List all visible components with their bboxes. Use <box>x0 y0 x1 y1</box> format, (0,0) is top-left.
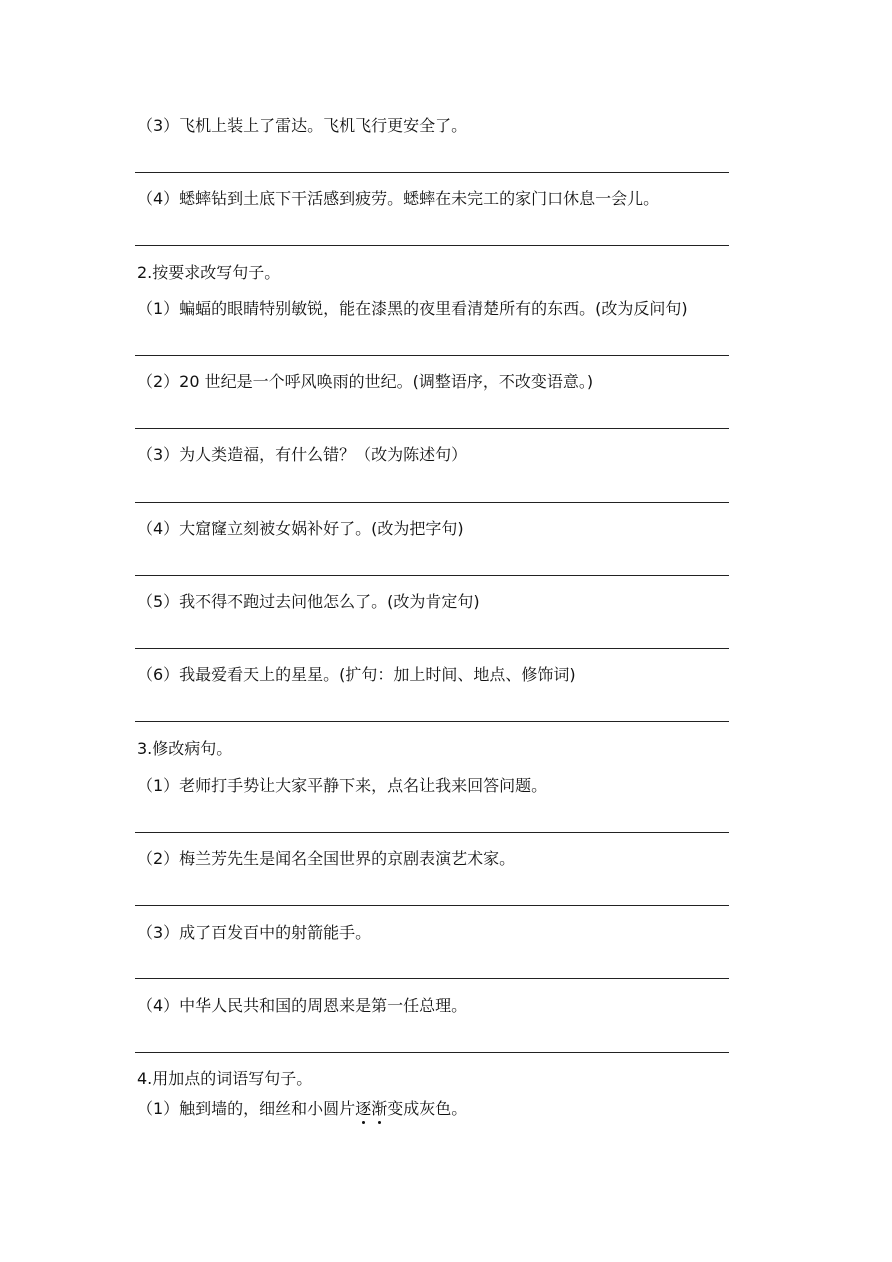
question-4-1 <box>137 1099 467 1119</box>
answer-line[interactable] <box>135 721 729 722</box>
question-3-1: （1）老师打手势让大家平静下来，点名让我来回答问题。 <box>137 776 548 795</box>
question-4-1-before: （1）触到墙的，细丝和小圆片 <box>137 1099 356 1118</box>
question-2-5: （5）我不得不跑过去问他怎么了。(改为肯定句) <box>137 592 480 611</box>
question-3-2: （2）梅兰芳先生是闻名全国世界的京剧表演艺术家。 <box>137 849 516 868</box>
answer-line[interactable] <box>135 905 729 906</box>
answer-line[interactable] <box>135 428 729 429</box>
answer-line[interactable] <box>135 575 729 576</box>
answer-line[interactable] <box>135 648 729 649</box>
emphasis-dot-char: 渐 <box>371 1099 388 1118</box>
emphasis-dot-char: 逐 <box>355 1099 372 1118</box>
question-4-1-after: 变成灰色。 <box>387 1099 468 1118</box>
question-2-4: （4）大窟窿立刻被女娲补好了。(改为把字句) <box>137 519 464 538</box>
answer-line[interactable] <box>135 172 729 173</box>
answer-line[interactable] <box>135 978 729 979</box>
section-heading-4: 4.用加点的词语写句子。 <box>137 1069 313 1088</box>
answer-line[interactable] <box>135 832 729 833</box>
answer-line[interactable] <box>135 245 729 246</box>
question-3-4b: （4）中华人民共和国的周恩来是第一任总理。 <box>137 996 468 1015</box>
question-2-1: （1）蝙蝠的眼睛特别敏锐，能在漆黑的夜里看清楚所有的东西。(改为反问句) <box>137 299 688 318</box>
question-2-3: （3）为人类造福，有什么错？（改为陈述句） <box>137 445 468 464</box>
question-3-4: （4）蟋蟀钻到土底下干活感到疲劳。蟋蟀在未完工的家门口休息一会儿。 <box>137 189 660 208</box>
section-heading-2: 2.按要求改写句子。 <box>137 263 281 282</box>
section-heading-3: 3.修改病句。 <box>137 739 233 758</box>
answer-line[interactable] <box>135 1052 729 1053</box>
question-2-2: （2）20 世纪是一个呼风唤雨的世纪。(调整语序，不改变语意。) <box>137 372 594 391</box>
answer-line[interactable] <box>135 355 729 356</box>
question-3-3b: （3）成了百发百中的射箭能手。 <box>137 923 372 942</box>
question-2-6: （6）我最爱看天上的星星。(扩句：加上时间、地点、修饰词) <box>137 665 576 684</box>
answer-line[interactable] <box>135 502 729 503</box>
question-3-3: （3）飞机上装上了雷达。飞机飞行更安全了。 <box>137 116 468 135</box>
